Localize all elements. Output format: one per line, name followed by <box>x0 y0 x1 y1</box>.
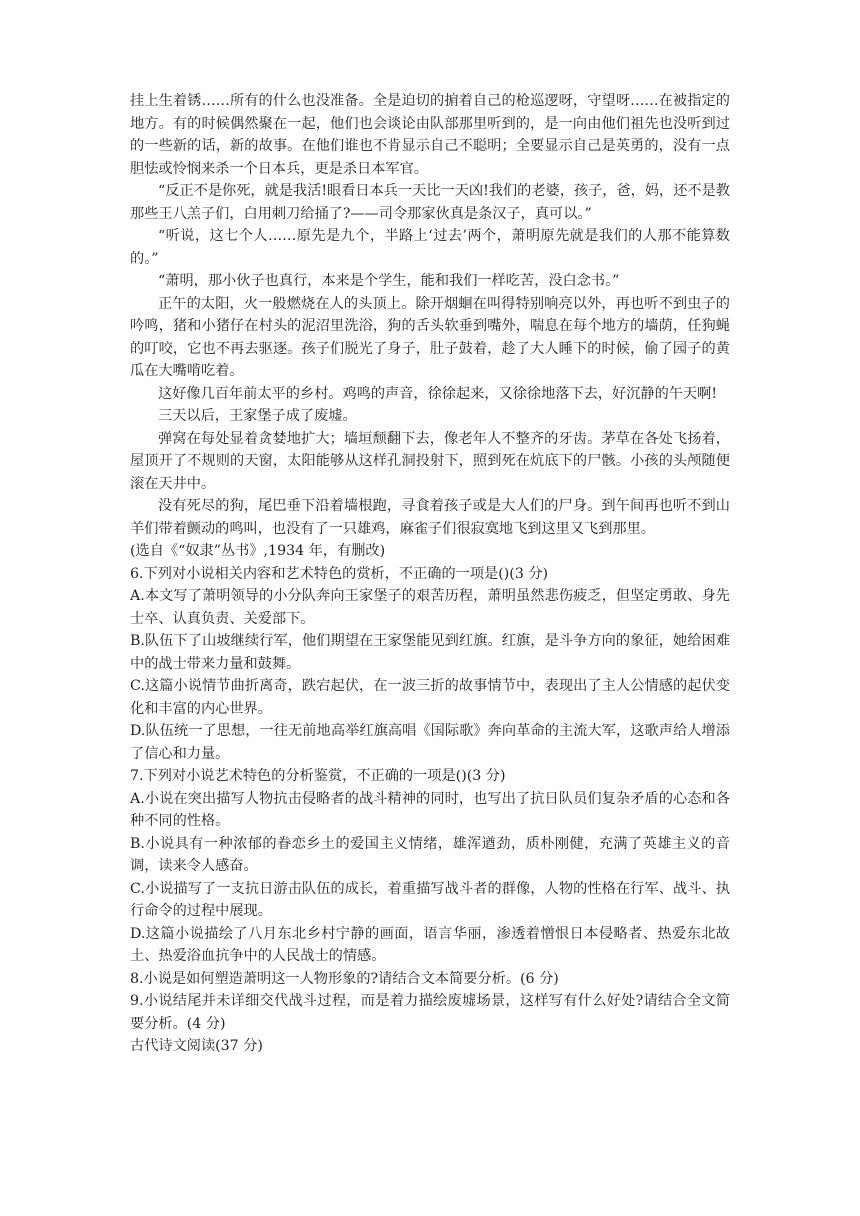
source-note: (选自《“奴隶”丛书》,1934 年，有删改) <box>130 543 386 559</box>
passage-paragraph: 正午的太阳，火一般燃烧在人的头顶上。除开烟蛔在叫得特别响亮以外，再也听不到虫子的吟鸣，猪和小猪仔在村头的泥沼里洗浴，狗的舌头软垂到嘴外，喘息在每个地方的墙荫，任狗蝇的叮咬，它也不再去驱逐。孩子们脱光了身子，肚子鼓着，趁了大人睡下的时候，偷了园子的黄瓜在大嘴啃吃着。 <box>130 295 730 379</box>
passage-paragraph: 弹窝在每处显着贪婪地扩大；墙垣颓翻下去，像老年人不整齐的牙齿。茅草在各处飞扬着，屋顶开了不规则的天窗，太阳能够从这样孔洞投射下，照到死在炕底下的尸骸。小孩的头颅随便滚在天井中。 <box>130 430 730 492</box>
question-9: 9.小说结尾并未详细交代战斗过程，而是着力描绘废墟场景，这样写有什么好处?请结合全文简要分析。(4 分) <box>130 993 730 1032</box>
question-7-option-c: C.小说描写了一支抗日游击队伍的成长，着重描写战斗者的群像，人物的性格在行军、战斗、执行命令的过程中展现。 <box>130 880 730 919</box>
question-6-option-b: B.队伍下了山坡继续行军，他们期望在王家堡能见到红旗。红旗，是斗争方向的象征，她给困难中的战士带来力量和鼓舞。 <box>130 633 730 672</box>
question-8: 8.小说是如何塑造萧明这一人物形象的?请结合文本简要分析。(6 分) <box>130 970 559 987</box>
question-6-option-c: C.这篇小说情节曲折离奇，跌宕起伏，在一波三折的故事情节中，表现出了主人公情感的起伏变化和丰富的内心世界。 <box>130 678 730 717</box>
passage-paragraph: 挂上生着锈……所有的什么也没准备。全是迫切的掮着自己的枪巡逻呀，守望呀……在被指定的地方。有的时候偶然聚在一起，他们也会谈论由队部那里听到的，是一向由他们祖先也没听到过的一些新的话，新的故事。在他们谁也不肯显示自己不聪明；全要显示自己是英勇的，没有一点胆怯或怜悯来杀一个日本兵，更是杀日本军官。 <box>130 93 730 177</box>
question-6-stem: 6.下列对小说相关内容和艺术特色的赏析，不正确的一项是()(3 分) <box>130 565 549 582</box>
passage-paragraph: 三天以后，王家堡子成了废墟。 <box>158 408 357 424</box>
document-page <box>130 90 730 1058</box>
question-7-option-b: B.小说具有一种浓郁的眷恋乡土的爱国主义情绪，雄浑遒劲，质朴刚健，充满了英雄主义的音调，读来令人感奋。 <box>130 835 730 874</box>
section-heading: 古代诗文阅读(37 分) <box>130 1038 263 1054</box>
passage-paragraph: 这好像几百年前太平的乡村。鸡鸣的声音，徐徐起来，又徐徐地落下去，好沉静的午天啊! <box>158 385 718 402</box>
passage-paragraph: “萧明，那小伙子也真行，本来是个学生，能和我们一样吃苦，没白念书。” <box>158 273 620 289</box>
passage-paragraph: “听说，这七个人……原先是九个，半路上‘过去’两个，萧明原先就是我们的人那不能算数的。” <box>130 228 730 267</box>
passage-paragraph: 没有死尽的狗，尾巴垂下沿着墙根跑，寻食着孩子或是大人们的尸身。到午间再也听不到山羊们带着颤动的鸣叫，也没有了一只雄鸡，麻雀子们很寂寞地飞到这里又飞到那里。 <box>130 498 730 537</box>
question-6-option-d: D.队伍统一了思想，一往无前地高举红旗高唱《国际歌》奔向革命的主流大军，这歌声给人增添了信心和力量。 <box>130 723 730 762</box>
passage-paragraph: “反正不是你死，就是我活!眼看日本兵一天比一天凶!我们的老婆，孩子，爸，妈，还不是教那些王八羔子们，白用刺刀给捅了?——司令那家伙真是条汉子，真可以。” <box>130 183 730 222</box>
question-7-stem: 7.下列对小说艺术特色的分析鉴赏，不正确的一项是()(3 分) <box>130 768 506 784</box>
question-6-option-a: A.本文写了萧明领导的小分队奔向王家堡子的艰苦历程，萧明虽然悲伤疲乏，但坚定勇敢、身先士卒、认真负责、关爱部下。 <box>130 588 730 627</box>
question-7-option-a: A.小说在突出描写人物抗击侵略者的战斗精神的同时，也写出了抗日队员们复杂矛盾的心态和各种不同的性格。 <box>130 790 730 829</box>
question-7-option-d: D.这篇小说描绘了八月东北乡村宁静的画面，语言华丽，渗透着憎恨日本侵略者、热爱东北故土、热爱浴血抗争中的人民战士的情感。 <box>130 925 730 964</box>
